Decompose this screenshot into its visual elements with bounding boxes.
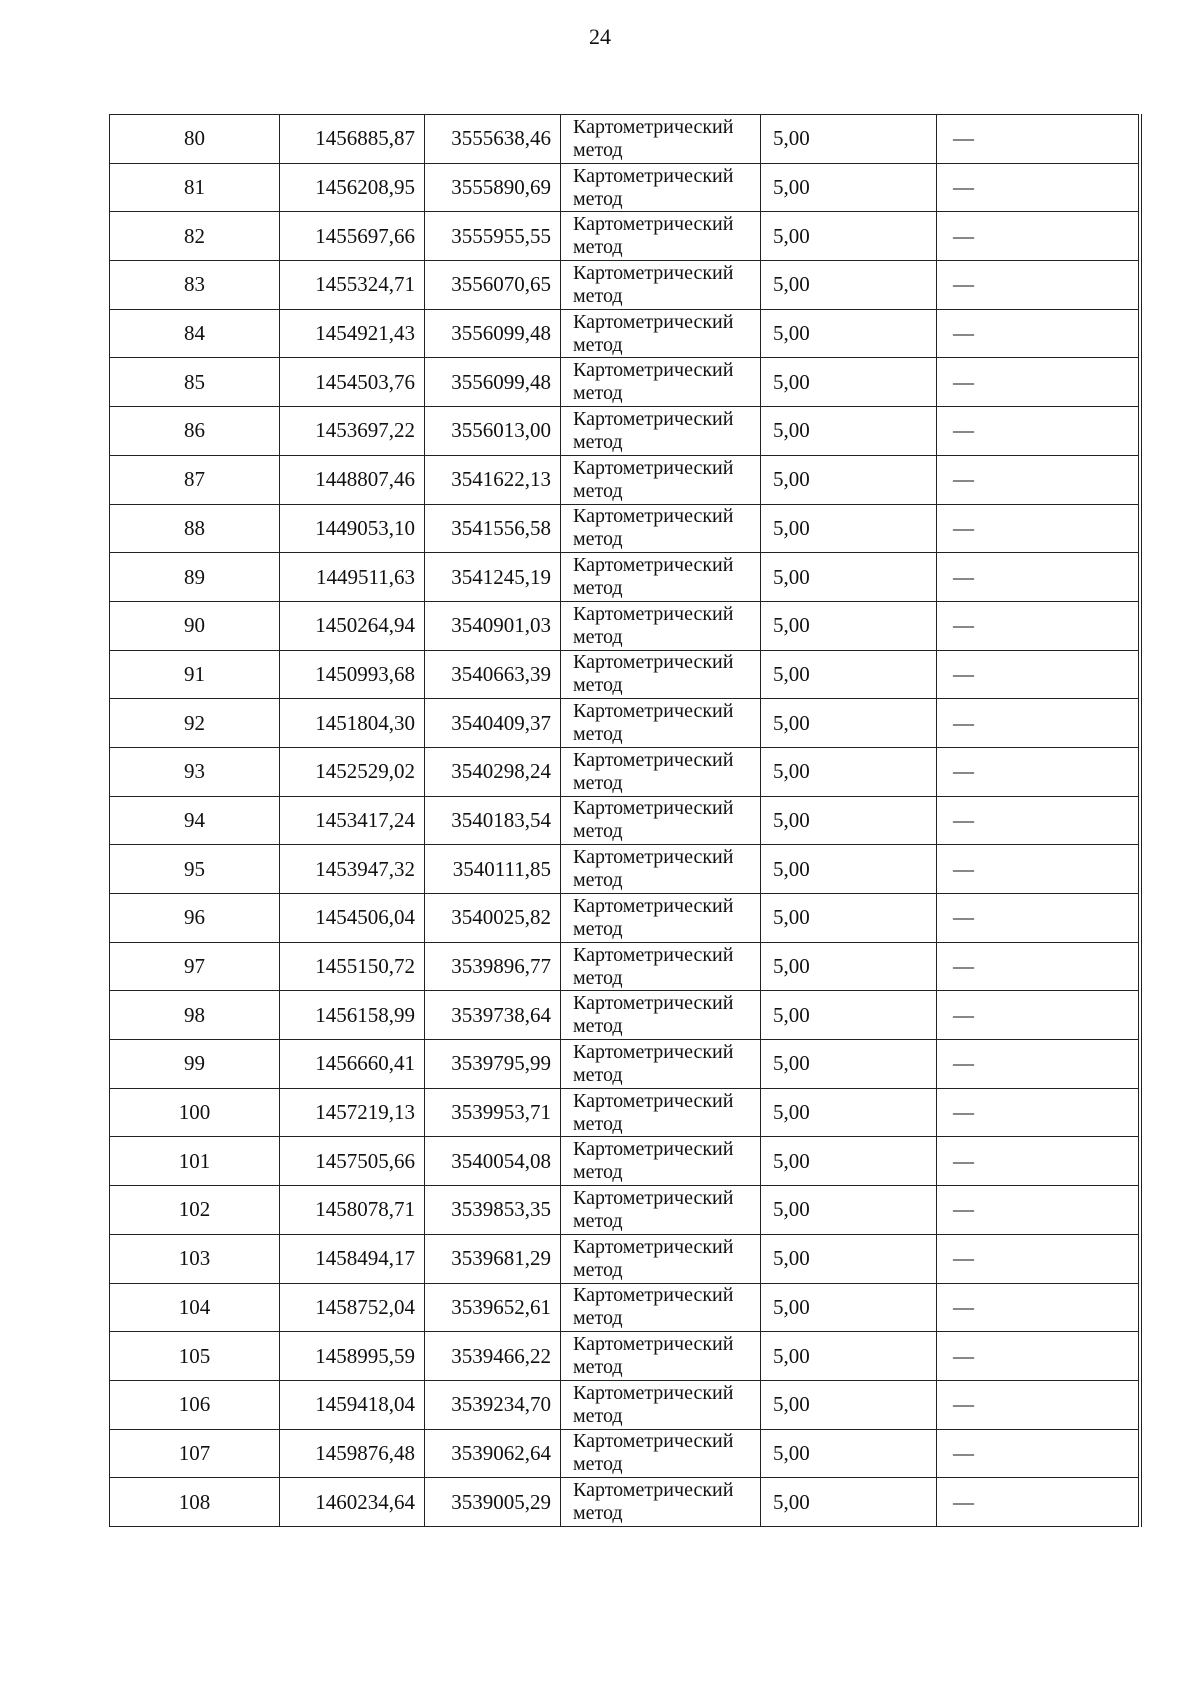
x-coordinate-cell: 1459418,04 (280, 1380, 425, 1429)
table-row (110, 504, 1140, 553)
description-cell: — (937, 991, 1140, 1040)
accuracy-cell: 5,00 (761, 358, 937, 407)
accuracy-cell: 5,00 (761, 407, 937, 456)
method-line-1: Картометрический (573, 1284, 734, 1307)
x-coordinate-cell: 1451804,30 (280, 699, 425, 748)
table-row (110, 894, 1140, 943)
method-line-1: Картометрический (573, 1333, 734, 1356)
point-number-cell: 90 (110, 601, 280, 650)
method-line-1: Картометрический (573, 407, 734, 430)
method-line-2: метод (573, 1112, 623, 1135)
point-number-cell: 105 (110, 1332, 280, 1381)
description-cell: — (937, 1283, 1140, 1332)
accuracy-cell: 5,00 (761, 1088, 937, 1137)
description-cell: — (937, 1234, 1140, 1283)
description-cell: — (937, 407, 1140, 456)
y-coordinate-cell: 3540025,82 (425, 894, 561, 943)
method-line-1: Картометрический (573, 1430, 734, 1453)
coordinates-table-container (109, 114, 1142, 1527)
method-line-1: Картометрический (573, 1479, 734, 1502)
y-coordinate-cell: 3539896,77 (425, 942, 561, 991)
method-cell (561, 115, 761, 164)
method-cell (561, 504, 761, 553)
point-number-cell: 99 (110, 1040, 280, 1089)
description-cell: — (937, 650, 1140, 699)
method-line-1: Картометрический (573, 213, 734, 236)
point-number-cell: 92 (110, 699, 280, 748)
method-line-1: Картометрический (573, 310, 734, 333)
point-number-cell: 97 (110, 942, 280, 991)
method-cell (561, 1088, 761, 1137)
table-row (110, 115, 1140, 164)
point-number-cell: 81 (110, 163, 280, 212)
point-number-cell: 87 (110, 455, 280, 504)
method-cell (561, 163, 761, 212)
y-coordinate-cell: 3556099,48 (425, 309, 561, 358)
accuracy-cell: 5,00 (761, 309, 937, 358)
method-line-2: метод (573, 1453, 623, 1476)
accuracy-cell: 5,00 (761, 1137, 937, 1186)
table-body (110, 115, 1140, 1527)
method-line-1: Картометрический (573, 1235, 734, 1258)
x-coordinate-cell: 1455324,71 (280, 261, 425, 310)
x-coordinate-cell: 1455697,66 (280, 212, 425, 261)
y-coordinate-cell: 3539681,29 (425, 1234, 561, 1283)
method-cell (561, 358, 761, 407)
accuracy-cell: 5,00 (761, 1234, 937, 1283)
method-line-1: Картометрический (573, 456, 734, 479)
point-number-cell: 93 (110, 747, 280, 796)
description-cell: — (937, 1332, 1140, 1381)
table-row (110, 407, 1140, 456)
table-row (110, 1088, 1140, 1137)
x-coordinate-cell: 1448807,46 (280, 455, 425, 504)
method-line-1: Картометрический (573, 700, 734, 723)
description-cell: — (937, 699, 1140, 748)
table-row (110, 358, 1140, 407)
accuracy-cell: 5,00 (761, 1429, 937, 1478)
point-number-cell: 95 (110, 845, 280, 894)
method-line-2: метод (573, 820, 623, 843)
method-cell (561, 1137, 761, 1186)
description-cell: — (937, 845, 1140, 894)
y-coordinate-cell: 3539234,70 (425, 1380, 561, 1429)
method-cell (561, 894, 761, 943)
accuracy-cell: 5,00 (761, 212, 937, 261)
method-line-1: Картометрический (573, 261, 734, 284)
description-cell: — (937, 1088, 1140, 1137)
description-cell: — (937, 115, 1140, 164)
method-cell (561, 407, 761, 456)
y-coordinate-cell: 3556070,65 (425, 261, 561, 310)
method-line-2: метод (573, 917, 623, 940)
table-row (110, 1234, 1140, 1283)
x-coordinate-cell: 1457219,13 (280, 1088, 425, 1137)
method-line-2: метод (573, 382, 623, 405)
accuracy-cell: 5,00 (761, 650, 937, 699)
accuracy-cell: 5,00 (761, 1478, 937, 1527)
y-coordinate-cell: 3540298,24 (425, 747, 561, 796)
method-cell (561, 309, 761, 358)
x-coordinate-cell: 1460234,64 (280, 1478, 425, 1527)
table-row (110, 553, 1140, 602)
accuracy-cell: 5,00 (761, 894, 937, 943)
method-line-1: Картометрический (573, 651, 734, 674)
table-row (110, 309, 1140, 358)
x-coordinate-cell: 1453697,22 (280, 407, 425, 456)
method-line-2: метод (573, 771, 623, 794)
method-line-2: метод (573, 187, 623, 210)
description-cell: — (937, 796, 1140, 845)
point-number-cell: 88 (110, 504, 280, 553)
x-coordinate-cell: 1457505,66 (280, 1137, 425, 1186)
method-cell (561, 1234, 761, 1283)
y-coordinate-cell: 3556099,48 (425, 358, 561, 407)
point-number-cell: 108 (110, 1478, 280, 1527)
method-line-2: метод (573, 1015, 623, 1038)
method-cell (561, 747, 761, 796)
method-cell (561, 1380, 761, 1429)
table-row (110, 455, 1140, 504)
point-number-cell: 106 (110, 1380, 280, 1429)
accuracy-cell: 5,00 (761, 845, 937, 894)
y-coordinate-cell: 3539062,64 (425, 1429, 561, 1478)
accuracy-cell: 5,00 (761, 991, 937, 1040)
x-coordinate-cell: 1455150,72 (280, 942, 425, 991)
description-cell: — (937, 553, 1140, 602)
method-line-1: Картометрический (573, 115, 734, 138)
method-line-2: метод (573, 625, 623, 648)
description-cell: — (937, 601, 1140, 650)
method-line-2: метод (573, 236, 623, 259)
y-coordinate-cell: 3540183,54 (425, 796, 561, 845)
point-number-cell: 104 (110, 1283, 280, 1332)
method-line-1: Картометрический (573, 943, 734, 966)
y-coordinate-cell: 3541245,19 (425, 553, 561, 602)
method-cell (561, 1040, 761, 1089)
method-line-1: Картометрический (573, 602, 734, 625)
method-cell (561, 261, 761, 310)
point-number-cell: 107 (110, 1429, 280, 1478)
y-coordinate-cell: 3539795,99 (425, 1040, 561, 1089)
method-line-1: Картометрический (573, 748, 734, 771)
point-number-cell: 89 (110, 553, 280, 602)
x-coordinate-cell: 1454503,76 (280, 358, 425, 407)
accuracy-cell: 5,00 (761, 747, 937, 796)
method-line-2: метод (573, 1307, 623, 1330)
accuracy-cell: 5,00 (761, 504, 937, 553)
description-cell: — (937, 504, 1140, 553)
description-cell: — (937, 747, 1140, 796)
y-coordinate-cell: 3539005,29 (425, 1478, 561, 1527)
method-line-1: Картометрический (573, 164, 734, 187)
point-number-cell: 94 (110, 796, 280, 845)
description-cell: — (937, 163, 1140, 212)
accuracy-cell: 5,00 (761, 601, 937, 650)
y-coordinate-cell: 3541622,13 (425, 455, 561, 504)
method-cell (561, 1332, 761, 1381)
method-line-2: метод (573, 479, 623, 502)
y-coordinate-cell: 3540409,37 (425, 699, 561, 748)
point-number-cell: 82 (110, 212, 280, 261)
description-cell: — (937, 358, 1140, 407)
accuracy-cell: 5,00 (761, 261, 937, 310)
description-cell: — (937, 1380, 1140, 1429)
description-cell: — (937, 309, 1140, 358)
table-row (110, 991, 1140, 1040)
x-coordinate-cell: 1454506,04 (280, 894, 425, 943)
method-line-1: Картометрический (573, 846, 734, 869)
y-coordinate-cell: 3555890,69 (425, 163, 561, 212)
method-line-2: метод (573, 1502, 623, 1525)
y-coordinate-cell: 3541556,58 (425, 504, 561, 553)
method-line-2: метод (573, 138, 623, 161)
x-coordinate-cell: 1450993,68 (280, 650, 425, 699)
description-cell: — (937, 1186, 1140, 1235)
accuracy-cell: 5,00 (761, 455, 937, 504)
method-line-2: метод (573, 1063, 623, 1086)
y-coordinate-cell: 3539853,35 (425, 1186, 561, 1235)
table-row (110, 1040, 1140, 1089)
method-line-2: метод (573, 869, 623, 892)
method-cell (561, 553, 761, 602)
method-line-2: метод (573, 430, 623, 453)
method-line-2: метод (573, 284, 623, 307)
method-line-2: метод (573, 1209, 623, 1232)
point-number-cell: 80 (110, 115, 280, 164)
x-coordinate-cell: 1456208,95 (280, 163, 425, 212)
method-line-1: Картометрический (573, 1186, 734, 1209)
table-row (110, 601, 1140, 650)
y-coordinate-cell: 3539738,64 (425, 991, 561, 1040)
table-row (110, 747, 1140, 796)
accuracy-cell: 5,00 (761, 1283, 937, 1332)
method-line-2: метод (573, 966, 623, 989)
point-number-cell: 86 (110, 407, 280, 456)
method-line-2: метод (573, 1356, 623, 1379)
accuracy-cell: 5,00 (761, 553, 937, 602)
method-line-1: Картометрический (573, 1138, 734, 1161)
x-coordinate-cell: 1458995,59 (280, 1332, 425, 1381)
x-coordinate-cell: 1452529,02 (280, 747, 425, 796)
method-line-2: метод (573, 674, 623, 697)
point-number-cell: 84 (110, 309, 280, 358)
accuracy-cell: 5,00 (761, 163, 937, 212)
method-line-1: Картометрический (573, 359, 734, 382)
accuracy-cell: 5,00 (761, 699, 937, 748)
method-line-1: Картометрический (573, 1089, 734, 1112)
point-number-cell: 102 (110, 1186, 280, 1235)
table-row (110, 1283, 1140, 1332)
description-cell: — (937, 1137, 1140, 1186)
x-coordinate-cell: 1454921,43 (280, 309, 425, 358)
method-line-2: метод (573, 333, 623, 356)
method-cell (561, 650, 761, 699)
method-cell (561, 845, 761, 894)
x-coordinate-cell: 1450264,94 (280, 601, 425, 650)
method-line-1: Картометрический (573, 894, 734, 917)
point-number-cell: 96 (110, 894, 280, 943)
point-number-cell: 98 (110, 991, 280, 1040)
coordinates-table (109, 114, 1142, 1527)
table-row (110, 1380, 1140, 1429)
method-line-2: метод (573, 1258, 623, 1281)
table-row (110, 1429, 1140, 1478)
table-row (110, 796, 1140, 845)
description-cell: — (937, 455, 1140, 504)
method-cell (561, 1429, 761, 1478)
x-coordinate-cell: 1456660,41 (280, 1040, 425, 1089)
y-coordinate-cell: 3540111,85 (425, 845, 561, 894)
x-coordinate-cell: 1453947,32 (280, 845, 425, 894)
description-cell: — (937, 261, 1140, 310)
accuracy-cell: 5,00 (761, 942, 937, 991)
accuracy-cell: 5,00 (761, 1380, 937, 1429)
accuracy-cell: 5,00 (761, 1040, 937, 1089)
page-number: 24 (589, 24, 611, 49)
method-line-2: метод (573, 1161, 623, 1184)
point-number-cell: 101 (110, 1137, 280, 1186)
table-row (110, 163, 1140, 212)
x-coordinate-cell: 1449053,10 (280, 504, 425, 553)
method-line-2: метод (573, 528, 623, 551)
table-row (110, 650, 1140, 699)
x-coordinate-cell: 1458494,17 (280, 1234, 425, 1283)
description-cell: — (937, 212, 1140, 261)
point-number-cell: 91 (110, 650, 280, 699)
y-coordinate-cell: 3556013,00 (425, 407, 561, 456)
point-number-cell: 100 (110, 1088, 280, 1137)
method-cell (561, 455, 761, 504)
method-cell (561, 699, 761, 748)
method-cell (561, 1283, 761, 1332)
table-row (110, 942, 1140, 991)
x-coordinate-cell: 1459876,48 (280, 1429, 425, 1478)
method-line-1: Картометрический (573, 1381, 734, 1404)
y-coordinate-cell: 3555638,46 (425, 115, 561, 164)
method-line-1: Картометрический (573, 505, 734, 528)
x-coordinate-cell: 1456158,99 (280, 991, 425, 1040)
method-cell (561, 212, 761, 261)
description-cell: — (937, 1429, 1140, 1478)
y-coordinate-cell: 3539953,71 (425, 1088, 561, 1137)
description-cell: — (937, 942, 1140, 991)
description-cell: — (937, 894, 1140, 943)
x-coordinate-cell: 1458078,71 (280, 1186, 425, 1235)
table-row (110, 212, 1140, 261)
table-row (110, 699, 1140, 748)
table-row (110, 1137, 1140, 1186)
table-row (110, 845, 1140, 894)
method-line-2: метод (573, 577, 623, 600)
point-number-cell: 85 (110, 358, 280, 407)
x-coordinate-cell: 1458752,04 (280, 1283, 425, 1332)
method-cell (561, 601, 761, 650)
method-cell (561, 991, 761, 1040)
x-coordinate-cell: 1449511,63 (280, 553, 425, 602)
x-coordinate-cell: 1453417,24 (280, 796, 425, 845)
x-coordinate-cell: 1456885,87 (280, 115, 425, 164)
y-coordinate-cell: 3540054,08 (425, 1137, 561, 1186)
y-coordinate-cell: 3540663,39 (425, 650, 561, 699)
point-number-cell: 103 (110, 1234, 280, 1283)
accuracy-cell: 5,00 (761, 796, 937, 845)
method-cell (561, 942, 761, 991)
method-cell (561, 1478, 761, 1527)
method-line-2: метод (573, 723, 623, 746)
description-cell: — (937, 1040, 1140, 1089)
accuracy-cell: 5,00 (761, 1332, 937, 1381)
method-line-1: Картометрический (573, 992, 734, 1015)
table-row (110, 261, 1140, 310)
y-coordinate-cell: 3540901,03 (425, 601, 561, 650)
method-line-1: Картометрический (573, 1040, 734, 1063)
point-number-cell: 83 (110, 261, 280, 310)
method-line-2: метод (573, 1404, 623, 1427)
method-cell (561, 1186, 761, 1235)
accuracy-cell: 5,00 (761, 115, 937, 164)
method-line-1: Картометрический (573, 554, 734, 577)
y-coordinate-cell: 3539466,22 (425, 1332, 561, 1381)
accuracy-cell: 5,00 (761, 1186, 937, 1235)
y-coordinate-cell: 3555955,55 (425, 212, 561, 261)
y-coordinate-cell: 3539652,61 (425, 1283, 561, 1332)
method-line-1: Картометрический (573, 797, 734, 820)
description-cell: — (937, 1478, 1140, 1527)
table-row (110, 1478, 1140, 1527)
method-cell (561, 796, 761, 845)
table-row (110, 1332, 1140, 1381)
table-row (110, 1186, 1140, 1235)
